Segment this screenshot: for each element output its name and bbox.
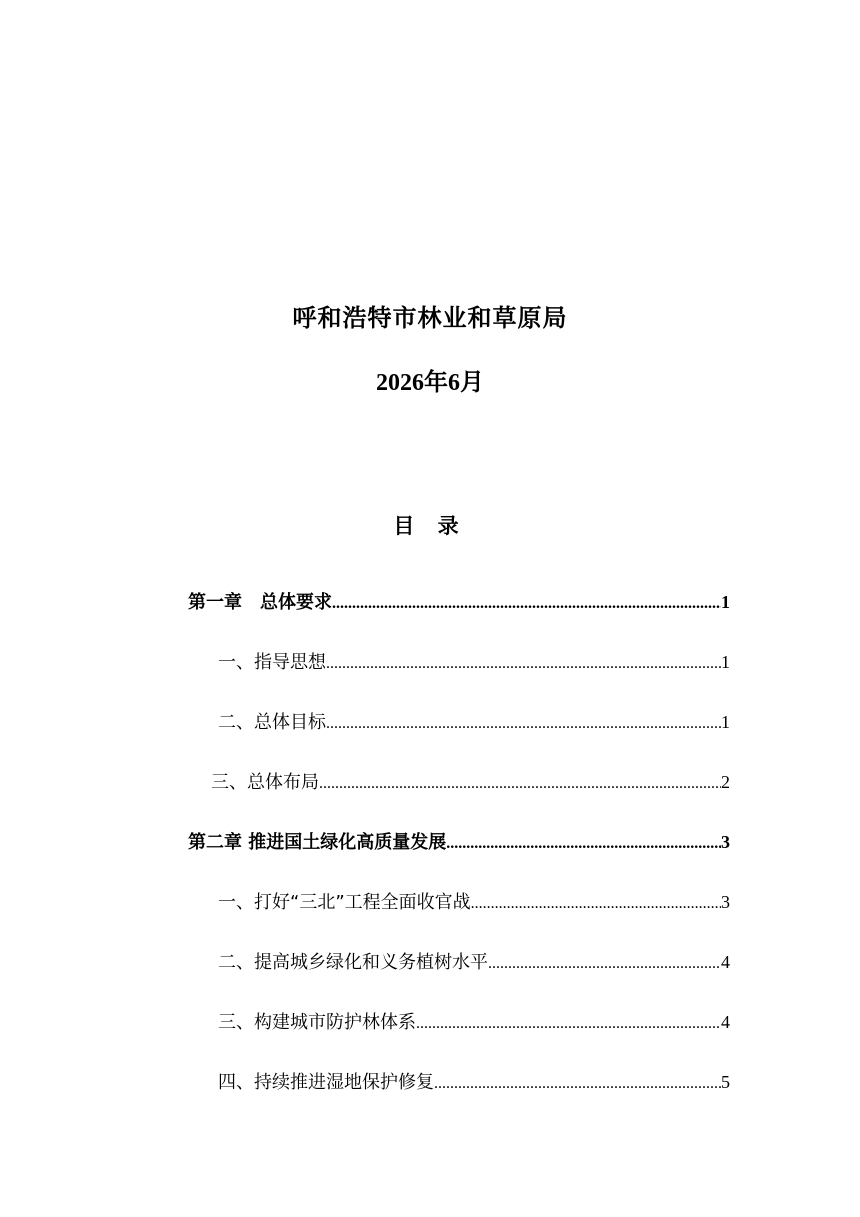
date-month-unit: 月 [460, 368, 484, 396]
dot-leader [446, 830, 721, 858]
toc-entry-section[interactable] [188, 768, 730, 828]
dot-leader [326, 650, 721, 678]
toc-entry-label: 第二章 推进国土绿化高质量发展 [188, 832, 447, 853]
toc-entry-page: 4 [721, 1012, 730, 1032]
toc-entry-page: 3 [721, 892, 730, 912]
toc-entry-label: 三、构建城市防护林体系 [218, 1012, 416, 1033]
toc-heading: 目 录 [393, 514, 467, 538]
toc-entry-page: 5 [721, 1072, 730, 1092]
toc-entry-page: 3 [721, 832, 730, 852]
toc-entry-section[interactable] [188, 648, 730, 708]
dot-leader [332, 590, 721, 618]
date-month: 6 [448, 370, 460, 396]
toc-entry-label: 二、提高城乡绿化和义务植树水平 [218, 952, 488, 973]
toc-entry-label: 二、总体目标 [218, 712, 326, 733]
dot-leader [434, 1070, 721, 1098]
toc-entry-section[interactable] [188, 948, 730, 1008]
dot-leader [488, 950, 721, 978]
toc-entry-page: 2 [721, 772, 730, 792]
document-date [0, 364, 860, 401]
toc-entry-chapter-1[interactable] [188, 588, 730, 648]
table-of-contents [188, 588, 730, 1128]
dot-leader [416, 1010, 721, 1038]
date-year: 2026 [376, 370, 424, 396]
toc-entry-label: 三、总体布局 [211, 772, 319, 793]
date-year-unit: 年 [424, 368, 448, 396]
toc-entry-label: 一、打好“三北”工程全面收官战 [218, 892, 471, 913]
toc-entry-page: 1 [721, 592, 730, 612]
toc-entry-section[interactable] [188, 1008, 730, 1068]
toc-entry-section[interactable] [188, 708, 730, 768]
toc-entry-section[interactable] [188, 1068, 730, 1128]
organization-title: 呼和浩特市林业和草原局 [292, 304, 568, 332]
dot-leader [471, 890, 721, 918]
dot-leader [319, 770, 721, 798]
toc-entry-label: 第一章 总体要求 [188, 592, 332, 613]
toc-entry-section[interactable] [188, 888, 730, 948]
toc-entry-page: 4 [721, 952, 730, 972]
toc-entry-chapter-2[interactable] [188, 828, 730, 888]
toc-entry-label: 四、持续推进湿地保护修复 [218, 1072, 434, 1093]
toc-entry-label: 一、指导思想 [218, 652, 326, 673]
dot-leader [326, 710, 721, 738]
toc-entry-page: 1 [721, 652, 730, 672]
toc-entry-page: 1 [721, 712, 730, 732]
